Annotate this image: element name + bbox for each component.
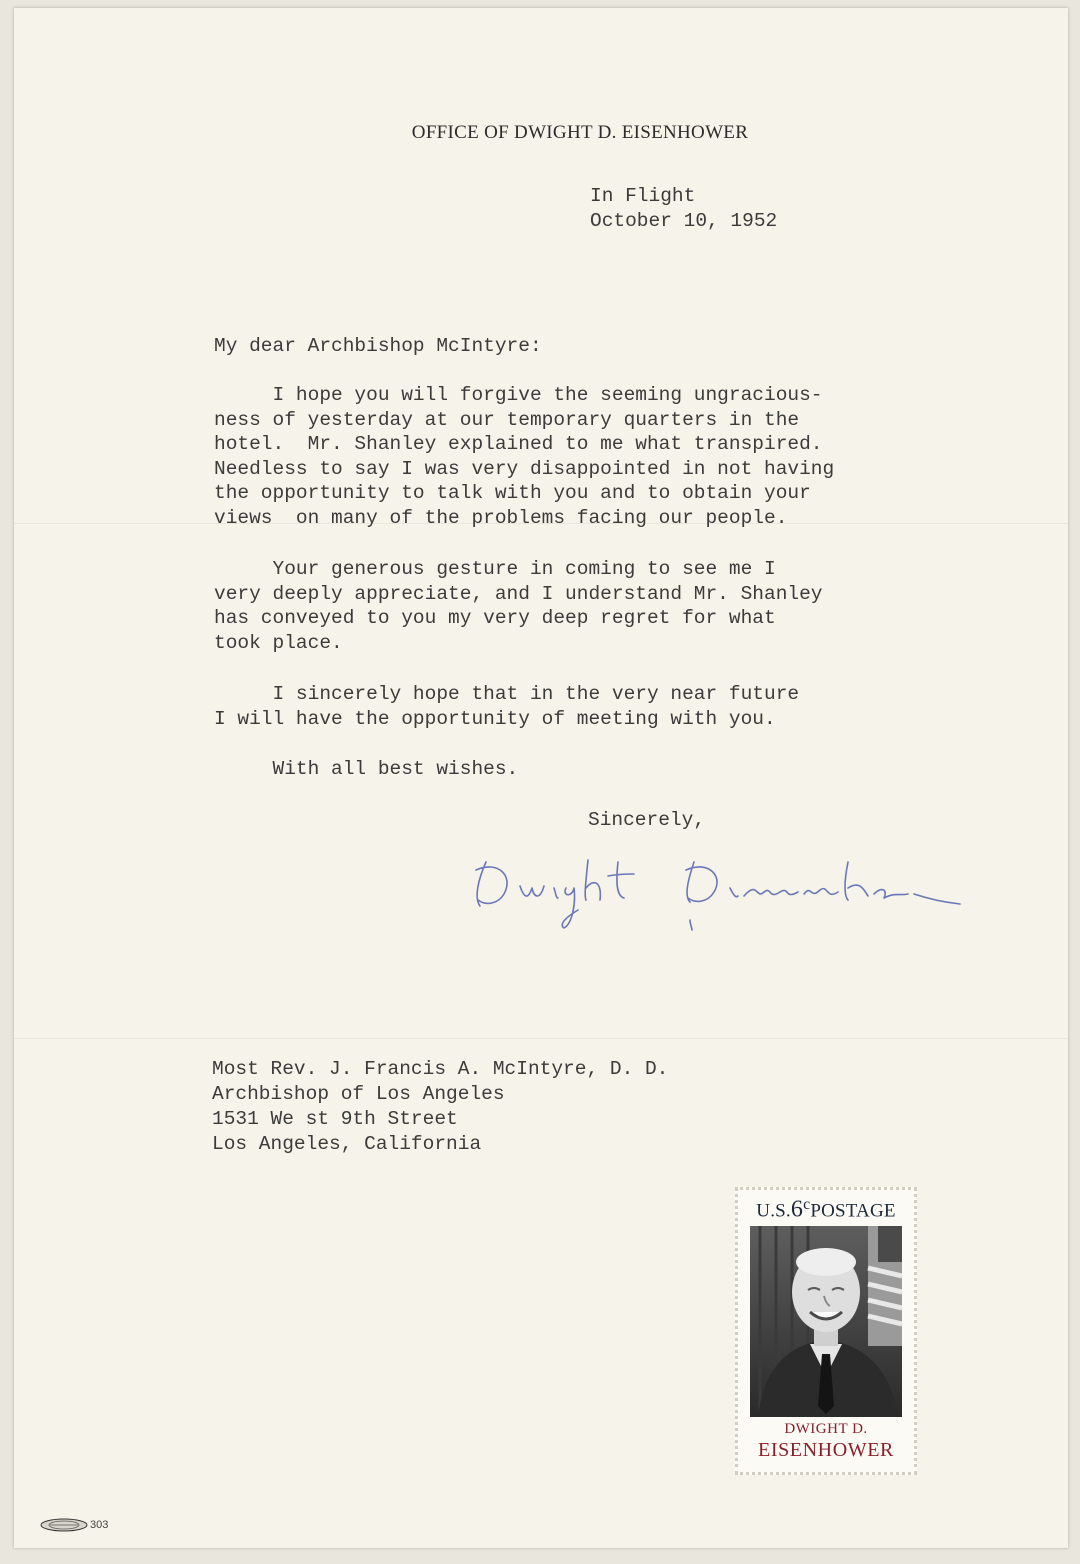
address-line: Archbishop of Los Angeles [212,1083,505,1105]
address-line: 1531 We st 9th Street [212,1108,458,1130]
stamp-denomination: 6 [790,1196,804,1223]
dateline-date: October 10, 1952 [590,210,778,232]
stamp-name-line2: EISENHOWER [758,1439,894,1461]
stamp-postage-label: POSTAGE [810,1200,896,1222]
printer-mark-number: 303 [90,1519,109,1531]
body-paragraph: With all best wishes. [214,758,519,780]
stamp-header [738,1196,914,1223]
dateline-place: In Flight [590,185,696,207]
stamp-country: U.S. [756,1200,791,1222]
closing: Sincerely, [588,809,706,831]
stamp-portrait [750,1226,902,1417]
fold-line [14,1038,1068,1039]
body-paragraph: I hope you will forgive the seeming ungracious- ness of yesterday at our temporary quarters in the hotel. Mr. Shanley explained to me what transpired. Needless to say I was very disappointed in not having the opportunity to talk with you and to obtain your views on many of the problems facing our people. [214,384,835,529]
body-paragraph: I sincerely hope that in the very near future I will have the opportunity of meeting with you. [214,683,800,730]
stamp-cents: c [803,1196,811,1213]
body-paragraph: Your generous gesture in coming to see me I very deeply appreciate, and I understand Mr. Shanley has conveyed to you my very deep regret for what took place. [214,558,823,654]
salutation: My dear Archbishop McIntyre: [214,335,542,357]
union-label-icon [40,1518,88,1532]
stamp-name-line1: DWIGHT D. [784,1421,868,1437]
letterhead: OFFICE OF DWIGHT D. EISENHOWER [411,122,749,143]
address-line: Los Angeles, California [212,1133,482,1155]
signature [468,840,968,935]
address-line: Most Rev. J. Francis A. McIntyre, D. D. [212,1058,669,1080]
postage-stamp [735,1187,917,1475]
printer-mark [40,1518,108,1532]
